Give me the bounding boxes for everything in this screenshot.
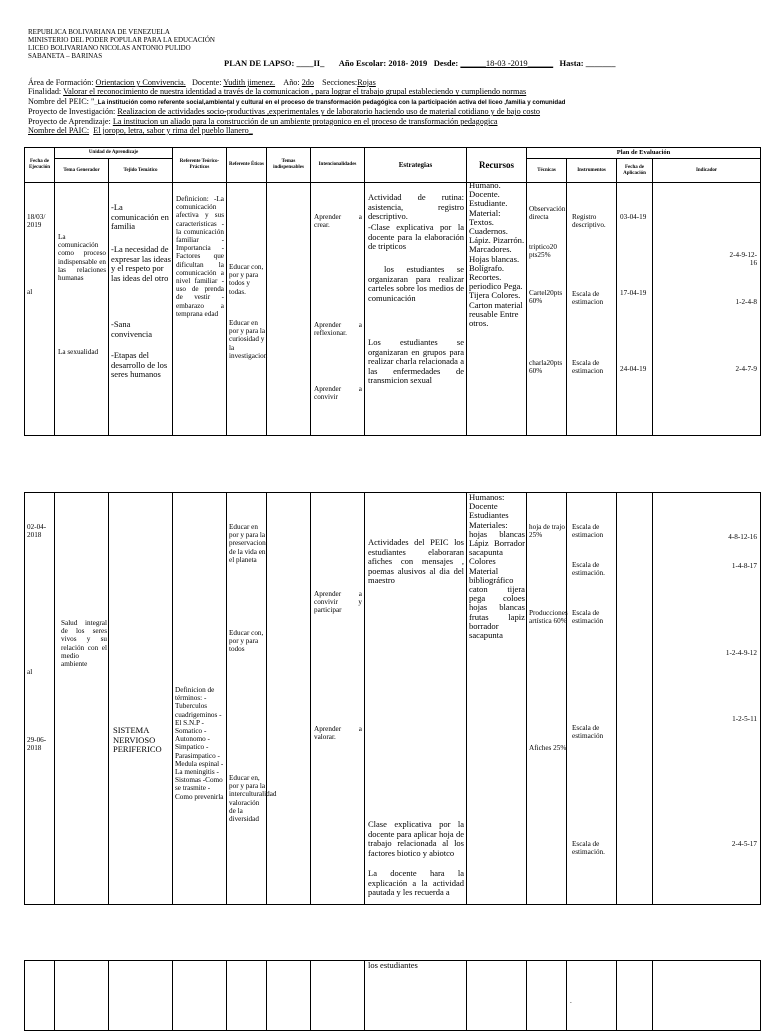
cell-estrategias bbox=[365, 493, 467, 905]
intencionalidad-text: Aprender a convivir y participar bbox=[314, 590, 362, 615]
investigacion-value: Realizacion de actividades socio-productivas ,experimentales y de laboratorio haciendo uso de material cotidiano y de bajo costo bbox=[117, 107, 541, 117]
peic-label: Nombre del PEIC: " bbox=[28, 96, 95, 106]
indicador-text: 1-2-4-9-12 bbox=[725, 649, 757, 657]
intencionalidad-text: Aprender a reflexionar. bbox=[314, 321, 362, 338]
secciones-value: Rojas bbox=[357, 78, 376, 87]
cell-instrumentos bbox=[567, 961, 617, 1031]
cell-fecha bbox=[25, 493, 55, 905]
estrategia-text: los estudiantes se organizaran para realizar carteles sobre los medios de comunicación bbox=[368, 264, 464, 303]
cell-estrategias bbox=[365, 961, 467, 1031]
cell-instrumentos bbox=[567, 183, 617, 436]
instrumento-text: Escala de estimacion bbox=[572, 290, 604, 307]
intencionalidad-text: Aprender a valorar. bbox=[314, 725, 362, 742]
referente-text: Definicion: -La comunicación afectiva y sus caracteristicas -la comunicación familiar -Importancia -Factores que dificultan la comunicación a nivel familiar -uso de prenda de vestir -embarazo a temprana edad bbox=[176, 195, 224, 318]
fecha-al: al bbox=[27, 288, 33, 296]
eticos-text: Educar con, por y para todos y todas. bbox=[229, 263, 264, 296]
estrategia-text: La docente hara la explicación a la actividad pautada y les recuerda a bbox=[368, 868, 464, 897]
cell-indicador bbox=[653, 493, 761, 905]
instrumento-text: Escala de estimación bbox=[572, 609, 604, 626]
finalidad-value: Valorar el reconocimiento de nuestra identidad a través de la comunicacion , para lograr el trabajo grupal estableciendo y cumpliendo normas bbox=[63, 87, 527, 97]
fecha-start: 18/03/ 2019 bbox=[27, 213, 46, 230]
col-tejido: Tejido Temático bbox=[109, 159, 173, 183]
tecnica-text: Producciones artística 60% bbox=[529, 609, 568, 626]
fecha-start: 02-04-2018 bbox=[27, 523, 47, 540]
cell-fecha bbox=[25, 961, 55, 1031]
tejido-text: -Sana convivencia bbox=[111, 319, 153, 339]
institution-header bbox=[28, 28, 215, 60]
estrategia-text: Actividades del PEIC los estudiantes elaboraran afiches con mensajes , poemas alusivos al dia del maestro bbox=[368, 537, 464, 585]
dot-mark: . bbox=[570, 997, 572, 1005]
col-indispensables: Temas indispensables bbox=[267, 148, 311, 183]
cell-tema bbox=[55, 493, 109, 905]
indicador-text: 2-4-5-17 bbox=[731, 840, 757, 848]
year-label: Año Escolar: 2018- 2019 bbox=[338, 58, 428, 68]
plan-label: PLAN DE LAPSO: ____II_ bbox=[224, 58, 325, 68]
instrumento-text: Registro descriptivo. bbox=[572, 213, 606, 230]
cell-fecha-aplicacion bbox=[617, 183, 653, 436]
cell-indicador bbox=[653, 183, 761, 436]
area-label: Área de Formación: bbox=[28, 78, 94, 87]
cell-eticos bbox=[227, 493, 277, 905]
cell-intencionalidades bbox=[311, 183, 365, 436]
desde-label: Desde: bbox=[433, 58, 459, 68]
paic-label: Nombre del PAIC: bbox=[28, 126, 90, 136]
instrumento-text: Escala de estimación bbox=[572, 724, 604, 741]
recursos-text: Humanos: Docente Estudiantes Materiales: hojas blancas Lápiz Borrador sacapunta Colores Material bibliográfico caton tijera pega coloes hojas blancas frutas lapiz borrador sacapunta bbox=[469, 492, 525, 641]
estrategia-text: Los estudiantes se organizaran en grupos para realizar charla relacionada a las enfermedades de transmicion sexual bbox=[368, 337, 464, 385]
area-value: Orientacion y Convivencia. bbox=[95, 78, 186, 87]
cell-tejido bbox=[109, 961, 173, 1031]
aprendizaje-label: Proyecto de Aprendizaje: bbox=[28, 116, 111, 126]
tejido-text: SISTEMA NERVIOSO PERIFERICO bbox=[113, 725, 162, 754]
recursos-text: Humano. Docente. Estudiante. Material: Textos. Cuadernos. Lápiz. Pizarrón. Marcadores. Hojas blancas. Bolígrafo. Recortes. periodico Pega. Tijera Colores. Carton material reusable Entre otros. bbox=[469, 180, 525, 329]
cell-tema bbox=[55, 183, 109, 436]
cell-tejido bbox=[109, 493, 173, 905]
eticos-text: Educar en, por y para la interculturalidad valoración de la diversidad bbox=[229, 774, 277, 824]
indicador-text: 2-4-9-12-16 bbox=[729, 251, 758, 268]
estrategia-text: -Clase explicativa por la docente para la elaboración de tripticos bbox=[368, 222, 464, 251]
col-estrategias: Estrategias bbox=[365, 148, 467, 183]
cell-tecnicas bbox=[527, 961, 567, 1031]
secciones-label: Secciones: bbox=[322, 78, 358, 87]
fecha-al: al bbox=[27, 668, 33, 676]
cell-referente bbox=[173, 961, 227, 1031]
plan-info bbox=[28, 78, 565, 135]
peic-value: _La institución como referente social,ambiental y cultural en el proceso de transformación pedagógica con la participación activa del liceo ,familia y comunidad bbox=[94, 98, 566, 106]
cell-tecnicas bbox=[527, 183, 567, 436]
intencionalidad-text: Aprender a crear. bbox=[314, 213, 362, 230]
docente-value: Yudith jimenez. bbox=[223, 78, 276, 87]
tejido-text: -La comunicación en familia bbox=[111, 202, 169, 231]
cell-fecha-aplicacion bbox=[617, 961, 653, 1031]
tema-text: La sexualidad bbox=[58, 348, 99, 356]
plan-table-1 bbox=[24, 147, 761, 436]
col-eticos: Referente Éticos bbox=[227, 148, 267, 183]
finalidad-label: Finalidad: bbox=[28, 87, 62, 97]
cell-fecha-aplicacion bbox=[617, 493, 653, 905]
col-intencionalidades: Intencionalidades bbox=[311, 148, 365, 183]
tecnica-text: Observación directa bbox=[529, 205, 566, 222]
referente-text: Definicion de términos: -Tuberculos cuadrigeminos -El S.N.P -Somatico -Autonomo -Simpatico -Parasimpatico -Medula espinal -La meningitis -Sistomas -Como se trasmite -Como prevenirla bbox=[175, 686, 224, 801]
paic-value: El joropo, letra, sabor y rima del pueblo llanero_ bbox=[93, 126, 253, 136]
cell-indicador bbox=[653, 961, 761, 1031]
cell-estrategias bbox=[365, 183, 467, 436]
indicador-text: 1-2-5-11 bbox=[732, 715, 757, 723]
fecha-aplicacion-text: 03-04-19 bbox=[620, 213, 647, 221]
indicador-text: 1-4-8-17 bbox=[731, 562, 757, 570]
desde-value: ______18-03 -2019______ bbox=[460, 58, 554, 68]
instrumento-text: Escala de estimacion bbox=[572, 359, 604, 376]
fecha-end: 29-06-2018 bbox=[27, 736, 47, 753]
docente-label: Docente: bbox=[191, 78, 222, 87]
tejido-text: -Etapas del desarrollo de los seres humanos bbox=[111, 350, 168, 379]
anio-value: 2do bbox=[301, 78, 314, 87]
cell-referente bbox=[173, 183, 227, 436]
estrategia-text: Actividad de rutina: asistencia, registro descriptivo. bbox=[368, 192, 464, 221]
tecnica-text: Afiches 25% bbox=[529, 744, 567, 752]
col-fecha: Fecha de Ejecución bbox=[25, 148, 55, 183]
header-line: SABANETA – BARINAS bbox=[28, 52, 103, 60]
indicador-text: 2-4-7-9 bbox=[735, 365, 758, 373]
cell-eticos bbox=[227, 183, 267, 436]
tecnica-text: Cartel20pts 60% bbox=[529, 289, 563, 306]
tecnica-text: charla20pts 60% bbox=[529, 359, 563, 376]
cell-intencionalidades bbox=[311, 493, 365, 905]
anio-label: Año: bbox=[283, 78, 300, 87]
instrumento-text: Escala de estimación. bbox=[572, 561, 605, 578]
col-fecha-aplicacion: Fecha de Aplicación bbox=[617, 159, 653, 183]
cell-tejido bbox=[109, 183, 173, 436]
col-indicador: Indicador bbox=[653, 159, 761, 183]
cell-referente bbox=[173, 493, 227, 905]
intencionalidad-text: Aprender a convivir bbox=[314, 385, 362, 402]
col-referente: Referente Teórico-Prácticos bbox=[173, 148, 227, 183]
cell-tecnicas bbox=[527, 493, 567, 905]
header-line: REPUBLICA BOLIVARIANA DE VENEZUELA bbox=[28, 28, 170, 36]
cell-recursos bbox=[467, 961, 527, 1031]
col-recursos: Recursos bbox=[467, 148, 527, 183]
cell-tema bbox=[55, 961, 109, 1031]
col-plan: Plan de Evaluación bbox=[527, 148, 761, 159]
tecnica-text: triptico20 pts25% bbox=[529, 243, 557, 260]
eticos-text: Educar en por y para la preservacion de la vida en el planeta bbox=[229, 523, 266, 564]
col-unidad: Unidad de Aprendizaje bbox=[55, 148, 173, 159]
header-line: MINISTERIO DEL PODER POPULAR PARA LA EDUCACIÓN bbox=[28, 36, 215, 44]
estrategia-text: Clase explicativa por la docente para aplicar hoja de trabajo relacionada al los factores biotico y abiotco bbox=[368, 819, 464, 858]
tecnica-text: hoja de trajo 25% bbox=[529, 523, 565, 540]
investigacion-label: Proyecto de Investigación: bbox=[28, 107, 116, 117]
eticos-text: Educar con, por y para todos bbox=[229, 629, 264, 654]
cell-fecha bbox=[25, 183, 55, 436]
cell-instrumentos bbox=[567, 493, 617, 905]
plan-title bbox=[224, 58, 616, 68]
aprendizaje-value: La institucion un aliado para la construcción de un ambiente protagonico en el proceso de transformación pedagogica bbox=[112, 116, 498, 126]
cell-indispensables bbox=[267, 961, 311, 1031]
hasta-label: Hasta: bbox=[559, 58, 584, 68]
cell-indispensables bbox=[267, 493, 311, 905]
col-instrumentos: Instrumentos bbox=[567, 159, 617, 183]
eticos-text: Educar en por y para la curiosidad y la investigacion bbox=[229, 319, 268, 360]
tema-text: La comunicación como proceso indispensable en las relaciones humanas bbox=[58, 233, 106, 283]
header-line: LICEO BOLIVARIANO NICOLAS ANTONIO PULIDO bbox=[28, 44, 191, 52]
estrategia-text: los estudiantes bbox=[368, 960, 418, 970]
cell-intencionalidades bbox=[311, 961, 365, 1031]
hasta-value: _______ bbox=[585, 58, 616, 68]
plan-table-3 bbox=[24, 960, 761, 1031]
fecha-aplicacion-text: 24-04-19 bbox=[620, 365, 647, 373]
instrumento-text: Escala de estimación. bbox=[572, 840, 605, 857]
fecha-aplicacion-text: 17-04-19 bbox=[620, 289, 647, 297]
cell-indispensables bbox=[267, 183, 311, 436]
cell-recursos bbox=[467, 180, 527, 436]
instrumento-text: Escala de estimacion bbox=[572, 523, 604, 540]
cell-recursos bbox=[467, 493, 527, 905]
indicador-text: 1-2-4-8 bbox=[735, 298, 758, 306]
col-tema: Tema Generador bbox=[55, 159, 109, 183]
tejido-text: -La necesidad de expresar las ideas y el respeto por las ideas del otro bbox=[111, 244, 171, 283]
plan-table-2 bbox=[24, 492, 761, 905]
indicador-text: 4-8-12-16 bbox=[728, 533, 757, 541]
tema-text: Salud integral de los seres vivos y su relación con el medio ambiente bbox=[61, 619, 107, 669]
cell-eticos bbox=[227, 961, 267, 1031]
col-tecnicas: Técnicas bbox=[527, 159, 567, 183]
